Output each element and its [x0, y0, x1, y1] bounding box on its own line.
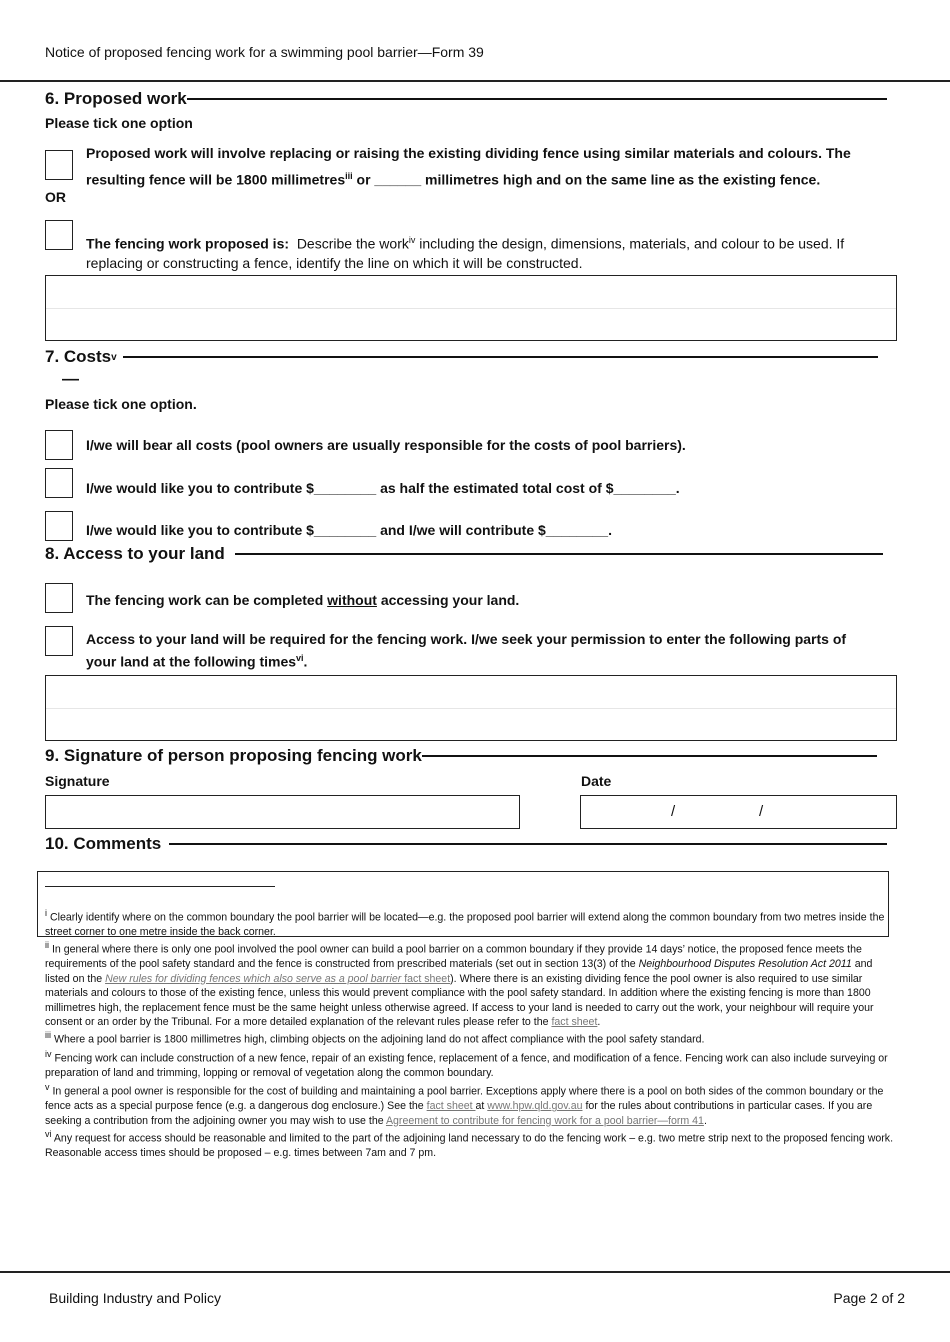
- section-6-title: 6. Proposed work: [45, 89, 187, 108]
- s8-opt1-b: accessing your land.: [376, 592, 520, 608]
- footnote-ii-mark: ii: [45, 940, 49, 950]
- footnote-ref-v: v: [111, 351, 117, 363]
- footnote-vi-text: Any request for access should be reasonable and limited to the part of the adjoining land necessary to do the fencing work – e.g. two metre strip next to the proposed fencing work. Reasonable access times should be proposed – e.g. times between 7am and 7 pm.: [45, 1132, 894, 1160]
- section-10-rule: [169, 843, 887, 845]
- section-9-heading: [45, 746, 877, 766]
- section-7-dash: —: [62, 369, 79, 388]
- footnote-i: [45, 906, 885, 940]
- section-10-heading: [45, 834, 887, 854]
- s6-opt2-a: Describe the work: [296, 235, 409, 252]
- s8-opt1-a: The fencing work can be completed: [86, 592, 328, 608]
- date-field[interactable]: [580, 795, 897, 829]
- section-6-heading: [45, 89, 887, 109]
- footnote-i-mark: i: [45, 908, 47, 918]
- footnote-separator: [45, 886, 275, 887]
- footnote-ii-act: Neighbourhood Disputes Resolution Act 2011: [638, 958, 852, 971]
- footnote-ii-c: ). Where there is an existing dividing fence the pool owner is also required to use similar materials and colours to those of the existing fence, unless this would prevent compliance with the pool safety standard. In addition where the existing fencing is more than 1800 millimetres high, the replacement fence must be the same height unless otherwise agreed. If access to your land is needed to carry out the work, your neighbour will require your consent or an order by the Tribunal. For a more detailed explanation of the relevant rules please refer to the: [45, 972, 874, 1029]
- footnote-vi: [45, 1127, 895, 1161]
- section-9-rule: [422, 755, 877, 757]
- footnote-iii: [45, 1028, 895, 1047]
- s6-instruction: Please tick one option: [45, 115, 193, 131]
- signature-field[interactable]: [45, 795, 520, 829]
- s6-or-label: OR: [45, 189, 66, 205]
- section-7-rule: [123, 356, 878, 358]
- footer-page-number: Page 2 of 2: [833, 1290, 905, 1306]
- s6-opt1-line2: resulting fence will be 1800 millimetres: [86, 171, 346, 188]
- s8-opt2-end: .: [303, 653, 308, 670]
- s6-option1-text: [86, 142, 851, 192]
- page-header-title: Notice of proposed fencing work for a swimming pool barrier—Form 39: [45, 44, 484, 60]
- section-10-title: 10. Comments: [45, 834, 162, 853]
- header-rule: [0, 80, 950, 82]
- section-9-title: 9. Signature of person proposing fencing work: [45, 746, 422, 765]
- s6-opt2-c: replacing or constructing a fence, identify the line on which it will be constructed.: [86, 254, 583, 271]
- footnote-ii: [45, 938, 895, 1030]
- section-8-rule: [235, 553, 883, 555]
- section-7-title: 7. Costs: [45, 347, 112, 366]
- footnote-vi-mark: vi: [45, 1129, 52, 1139]
- s6-description-field[interactable]: [45, 275, 897, 341]
- footnote-v-d: .: [703, 1114, 707, 1127]
- s8-opt2-a: Access to your land will be required for the fencing work. I/we seek your permission to enter the following parts of: [86, 631, 847, 647]
- date-label: Date: [581, 773, 612, 789]
- footnote-ii-link-rules[interactable]: New rules for dividing fences which also serve as a pool barrier: [105, 972, 402, 985]
- footnote-ii-link-factsheet[interactable]: fact sheet: [401, 972, 451, 985]
- footnote-ii-b: and listed on the: [45, 958, 873, 985]
- s8-option2-checkbox[interactable]: [45, 626, 73, 656]
- section-8-title: 8. Access to your land: [45, 544, 225, 563]
- footnote-iv: [45, 1047, 895, 1081]
- footnote-iii-text: Where a pool barrier is 1800 millimetres high, climbing objects on the adjoining land do not affect compliance with the pool safety standard.: [53, 1033, 705, 1046]
- footnote-i-text: Clearly identify where on the common boundary the pool barrier will be located—e.g. the proposed pool barrier will extend along the common boundary from two metres inside the street corner to one metre inside the back corner.: [45, 911, 885, 939]
- footnote-v: [45, 1080, 895, 1128]
- footer-left: Building Industry and Policy: [49, 1290, 221, 1306]
- footnote-iv-text: Fencing work can include construction of a new fence, repair of an existing fence, replacement of a fence, and modification of a fence. Fencing work can also include surveying or preparation of land and trimming, lopping or removal of vegetation along the common boundary.: [45, 1052, 888, 1080]
- footnote-ref-iv: iv: [408, 235, 416, 245]
- s8-access-field[interactable]: [45, 675, 897, 741]
- s7-option1-checkbox[interactable]: [45, 430, 73, 460]
- footnote-ii-link-factsheet-2[interactable]: fact sheet: [551, 1016, 598, 1029]
- date-separator-2: /: [759, 803, 764, 820]
- s6-opt2-bold: The fencing work proposed is:: [86, 235, 290, 252]
- footnote-ii-a: In general where there is only one pool involved the pool owner can build a pool barrier on a common boundary if they provide 14 days’ notice, the proposed fence meets the requirements of the pool safety standard and the fence is constructed from prescribed materials (set out in section 13(3) of the: [45, 943, 862, 971]
- footnote-v-link-website[interactable]: www.hpw.qld.gov.au: [487, 1100, 583, 1113]
- s8-option1-checkbox[interactable]: [45, 583, 73, 613]
- s7-instruction: Please tick one option.: [45, 396, 197, 412]
- s8-option1-text: [86, 591, 519, 610]
- s7-option2-text: I/we would like you to contribute $________ as half the estimated total cost of $________.: [86, 480, 680, 496]
- s6-opt2-b: including the design, dimensions, materials, and colour to be used. If: [415, 235, 845, 252]
- s6-option2-text: [86, 231, 886, 273]
- s7-option2-checkbox[interactable]: [45, 468, 73, 498]
- footnote-v-b: at: [475, 1100, 488, 1113]
- footnote-iii-mark: iii: [45, 1030, 51, 1040]
- section-6-rule: [187, 98, 887, 100]
- s8-option2-text: [86, 630, 896, 672]
- footnote-v-c: for the rules about contributions in particular cases. If you are seeking a contribution from the adjoining owner you may wish to use the: [45, 1100, 873, 1127]
- section-7-heading: [45, 347, 878, 367]
- footnote-v-link-factsheet[interactable]: fact sheet: [426, 1100, 476, 1113]
- s8-opt1-without: without: [327, 592, 377, 608]
- s6-opt1-line2b: or ______ millimetres high and on the same line as the existing fence.: [352, 171, 821, 188]
- s7-option3-checkbox[interactable]: [45, 511, 73, 541]
- footer-rule: [0, 1271, 950, 1273]
- s8-opt2-b: your land at the following times: [86, 653, 297, 670]
- footnote-ref-iii: iii: [345, 171, 353, 181]
- footnote-ref-vi: vi: [296, 653, 304, 663]
- s6-option1-checkbox[interactable]: [45, 150, 73, 180]
- footnote-v-link-form41[interactable]: Agreement to contribute for fencing work for a pool barrier—form 41: [385, 1114, 704, 1127]
- footnote-v-a: In general a pool owner is responsible for the cost of building and maintaining a pool barrier. Exceptions apply where there is a pool on both sides of the common boundary or the fence acts as a special purpose fence (e.g. a dangerous dog enclosure.) See the: [45, 1085, 884, 1113]
- s6-option2-checkbox[interactable]: [45, 220, 73, 250]
- section-8-heading: [45, 544, 883, 564]
- s6-opt1-line1: Proposed work will involve replacing or raising the existing dividing fence using similar materials and colours. The: [86, 145, 851, 161]
- s7-option1-text: I/we will bear all costs (pool owners are usually responsible for the costs of pool barriers).: [86, 437, 686, 453]
- footnote-iv-mark: iv: [45, 1049, 52, 1059]
- signature-label: Signature: [45, 773, 110, 789]
- date-separator-1: /: [671, 803, 676, 820]
- footnote-ii-d: .: [597, 1016, 601, 1029]
- s7-option3-text: I/we would like you to contribute $________ and I/we will contribute $________.: [86, 522, 612, 538]
- footnote-v-mark: v: [45, 1082, 50, 1092]
